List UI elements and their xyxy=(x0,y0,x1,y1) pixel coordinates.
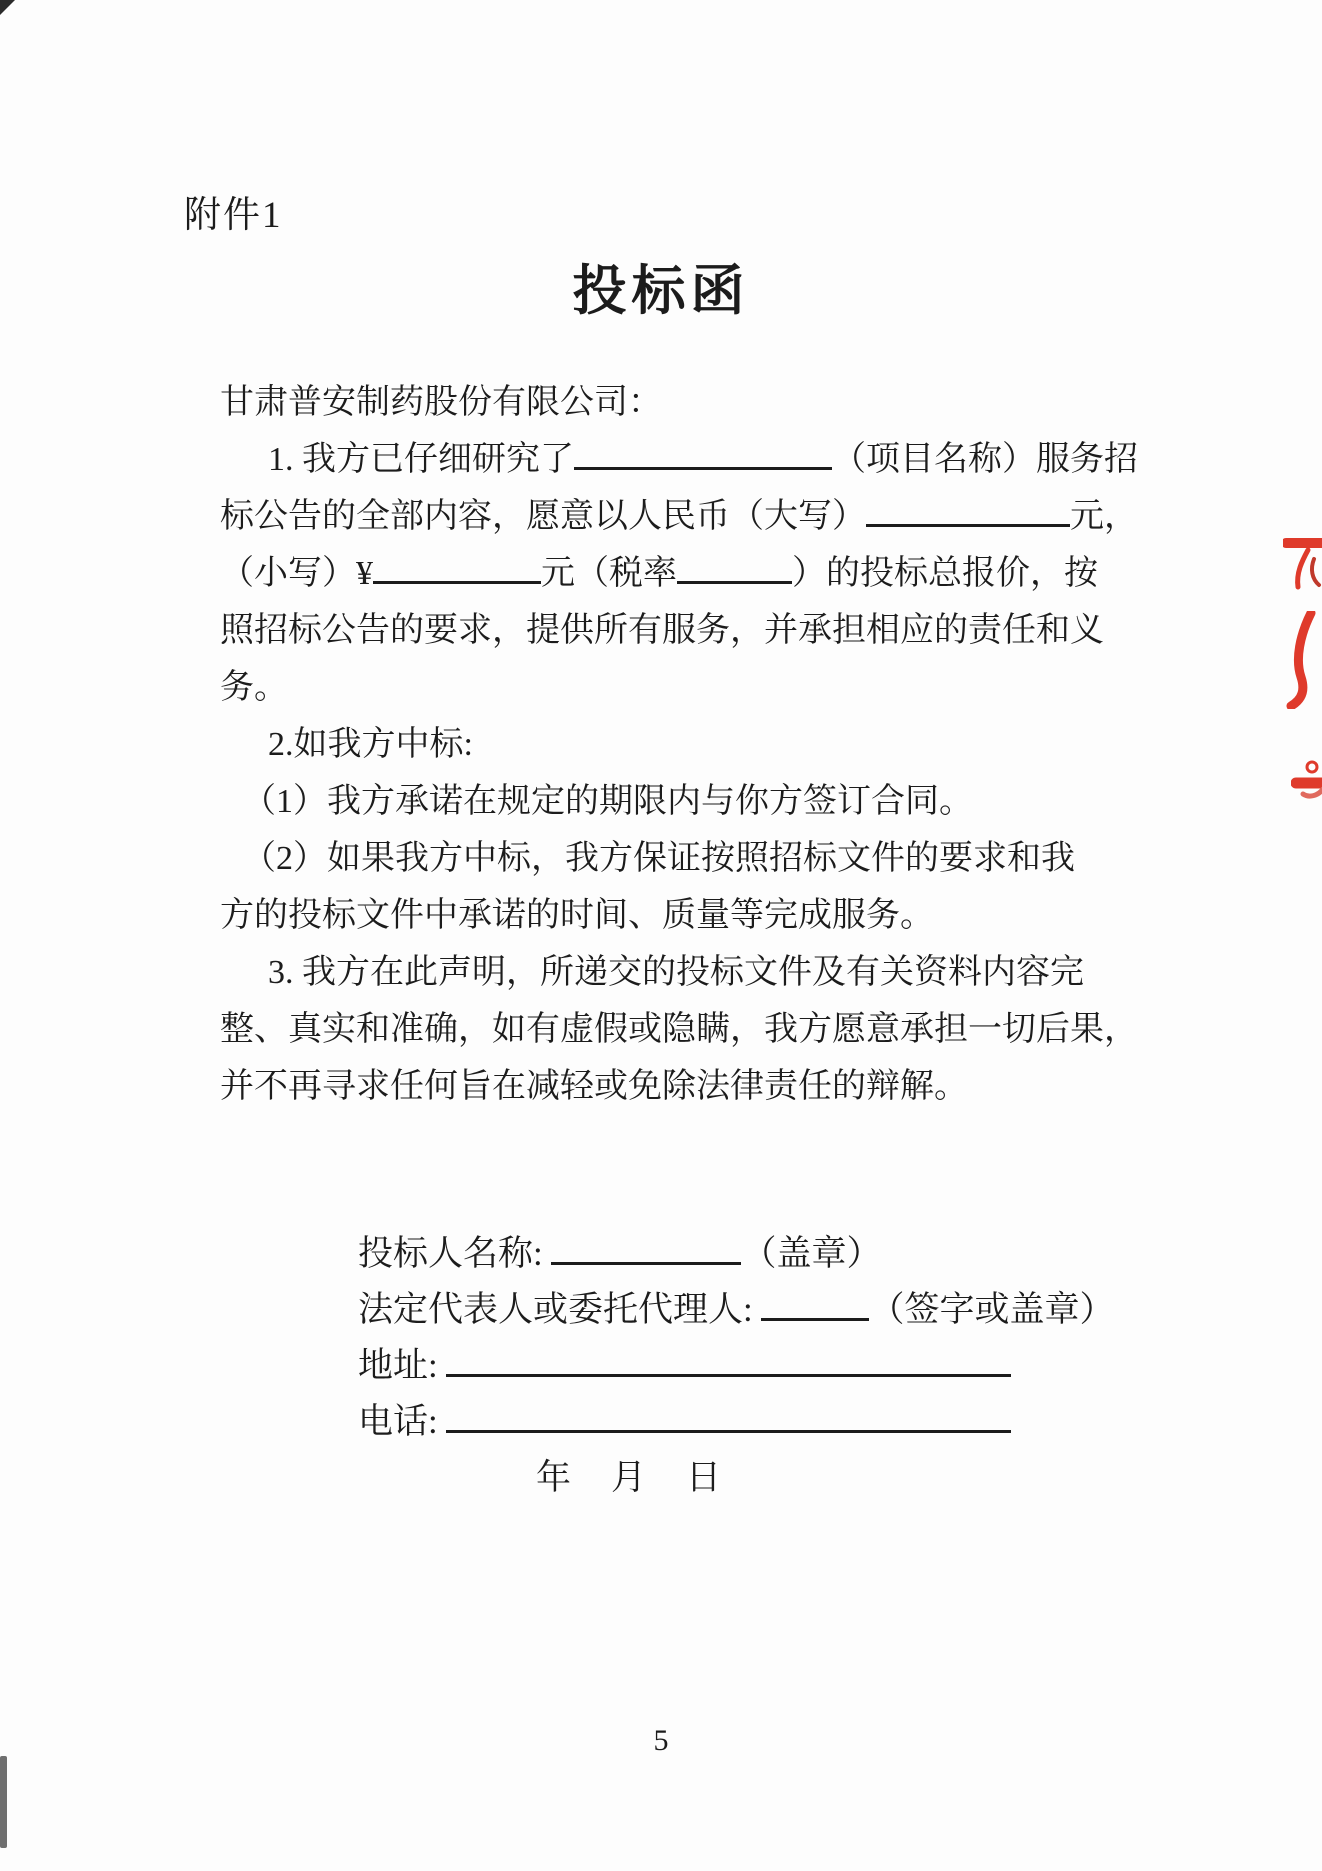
signature-form-block xyxy=(358,1226,1158,1506)
text-line xyxy=(220,488,1138,545)
text-line xyxy=(220,659,1138,716)
text-run: 并不再寻求任何旨在减轻或免除法律责任的辩解。 xyxy=(220,1068,968,1105)
text-line xyxy=(220,545,1138,602)
text-run: 元， xyxy=(1070,498,1138,535)
text-line xyxy=(220,1058,1138,1115)
text-run: 法定代表人或委托代理人: xyxy=(358,1290,762,1329)
blank-underline-field xyxy=(373,581,541,584)
text-run: （签字或盖章） xyxy=(869,1290,1115,1329)
text-line xyxy=(220,716,1138,773)
blank-underline-field xyxy=(761,1318,869,1321)
blank-underline-field xyxy=(446,1430,1011,1433)
text-run: （2）如果我方中标，我方保证按照招标文件的要求和我 xyxy=(242,840,1075,877)
text-line xyxy=(220,944,1138,1001)
text-line xyxy=(220,431,1138,488)
text-run: 务。 xyxy=(220,669,288,706)
text-line xyxy=(358,1282,1158,1338)
text-line xyxy=(358,1226,1158,1282)
text-run: 2.如我方中标: xyxy=(268,726,473,763)
text-run: 投标人名称: xyxy=(358,1234,552,1273)
scan-corner-artifact xyxy=(0,0,15,15)
attachment-label: 附件1 xyxy=(184,195,283,236)
text-run: （1）我方承诺在规定的期限内与你方签订合同。 xyxy=(242,783,973,820)
text-run: 1. 我方已仔细研究了 xyxy=(268,441,574,478)
text-run: ）的投标总报价，按 xyxy=(792,555,1098,592)
text-run: 照招标公告的要求，提供所有服务，并承担相应的责任和义 xyxy=(220,612,1104,649)
blank-underline-field xyxy=(574,467,832,470)
date-part: 日 xyxy=(686,1458,722,1497)
text-run: （小写）¥ xyxy=(220,555,373,592)
text-run: 标公告的全部内容，愿意以人民币（大写） xyxy=(220,498,866,535)
text-line xyxy=(358,1338,1158,1394)
text-line xyxy=(358,1394,1158,1450)
text-run: 方的投标文件中承诺的时间、质量等完成服务。 xyxy=(220,897,934,934)
text-run: 整、真实和准确，如有虚假或隐瞒，我方愿意承担一切后果， xyxy=(220,1011,1138,1048)
text-run: 元（税率 xyxy=(541,555,677,592)
body-text-block xyxy=(220,374,1138,1115)
blank-underline-field xyxy=(551,1262,741,1265)
red-ink-fragment-icon xyxy=(1283,533,1322,608)
scan-edge-artifact xyxy=(0,1756,7,1848)
text-line xyxy=(220,830,1138,887)
text-line xyxy=(220,374,1138,431)
red-ink-stroke-icon xyxy=(1284,611,1322,714)
red-ink-blot-icon xyxy=(1291,759,1322,808)
date-part: 月 xyxy=(611,1458,647,1497)
doc-title: 投标函 xyxy=(572,261,750,321)
blank-underline-field xyxy=(446,1374,1011,1377)
blank-underline-field xyxy=(866,524,1070,527)
text-run: （项目名称）服务招 xyxy=(832,441,1138,478)
text-run: 地址: xyxy=(358,1346,447,1385)
date-part: 年 xyxy=(536,1458,572,1497)
text-run: 甘肃普安制药股份有限公司： xyxy=(220,384,662,421)
text-line xyxy=(220,602,1138,659)
blank-underline-field xyxy=(677,581,792,584)
text-run: （盖章） xyxy=(741,1234,882,1273)
text-line xyxy=(220,887,1138,944)
text-line xyxy=(220,773,1138,830)
text-line xyxy=(220,1001,1138,1058)
date-row xyxy=(536,1450,1158,1506)
text-run: 电话: xyxy=(358,1402,447,1441)
form-lines xyxy=(358,1226,1158,1450)
text-run: 3. 我方在此声明，所递交的投标文件及有关资料内容完 xyxy=(268,954,1084,991)
page-number: 5 xyxy=(653,1724,669,1757)
